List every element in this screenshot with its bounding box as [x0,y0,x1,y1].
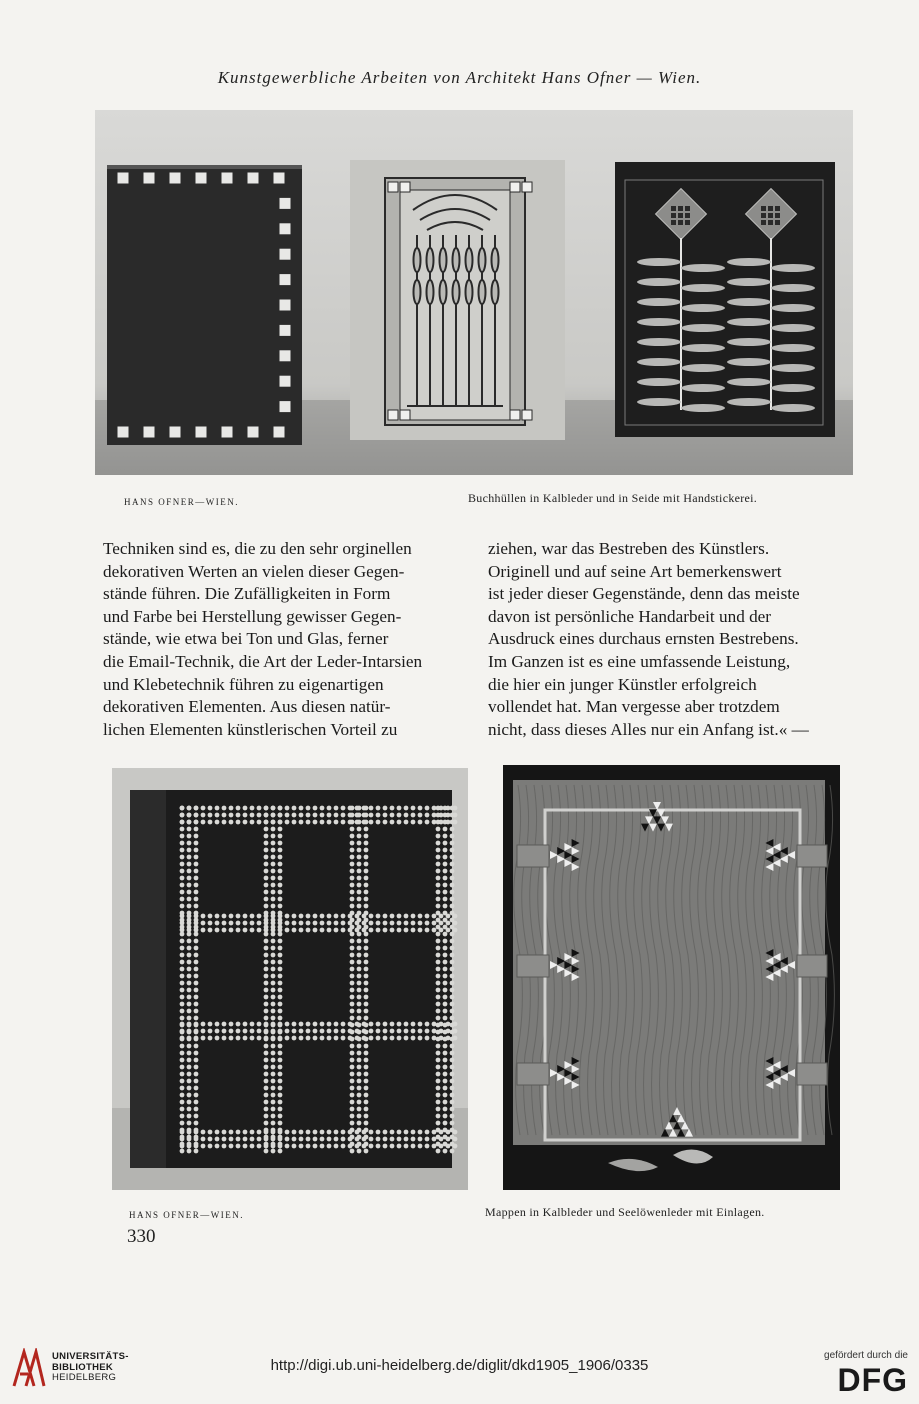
text-line: und Klebetechnik führen zu eigenartigen [103,674,384,694]
book-cover-left [107,165,302,445]
figure-1-photo [95,110,853,475]
text-line: Techniken sind es, die zu den sehr orginellen [103,539,412,558]
book-cover-right [615,162,835,437]
text-line: ist jeder dieser Gegenstände, denn das meiste [488,584,800,604]
figure-1-caption: Buchhüllen in Kalbleder und in Seide mit Handstickerei. [468,491,758,505]
book-cover-middle [350,160,565,440]
text-line: und Farbe bei Herstellung gewisser Gegen- [103,606,402,626]
text-line: Originell und auf seine Art bemerkenswert [488,561,782,581]
text-column-left [103,538,469,741]
figure-1-credit: HANS OFNER—WIEN. [124,497,239,507]
text-line: die Email-Technik, die Art der Leder-Intarsien [103,651,423,671]
text-column-right [488,538,854,741]
page-number: 330 [127,1226,156,1247]
library-line-1: UNIVERSITÄTS- [52,1351,129,1362]
text-line: stände führen. Die Zufälligkeiten in Form [103,584,391,604]
library-line-2: BIBLIOTHEK [52,1361,114,1373]
text-line: Im Ganzen ist es eine umfassende Leistung, [488,651,791,671]
permalink-url[interactable]: http://digi.ub.uni-heidelberg.de/diglit/dkd1905_1906/0335 [270,1357,649,1374]
text-line: nicht, dass dieses Alles nur ein Anfang ist.« — [488,719,809,739]
text-line: stände, wie etwa bei Ton und Glas, ferner [103,629,389,649]
figure-2-photo-left [112,768,468,1190]
text-line: Ausdruck eines durchaus ernsten Bestrebens. [488,629,799,649]
text-line: dekorativen Werten an vielen dieser Gegen- [103,561,405,581]
figure-2-photo-right [503,765,840,1190]
text-line: dekorativen Elementen. Aus diesen natür- [103,697,391,717]
text-line: vollendet hat. Man vergesse aber trotzdem [488,697,780,717]
text-line: ziehen, war das Bestreben des Künstlers. [488,539,770,558]
text-line: davon ist persönliche Handarbeit und der [488,606,772,626]
figure-2-caption: Mappen in Kalbleder und Seelöwenleder mit Einlagen. [485,1205,765,1219]
text-line: lichen Elementen künstlerischen Vorteil zu [103,719,398,739]
text-line: die hier ein junger Künstler erfolgreich [488,674,757,694]
library-line-3: HEIDELBERG [52,1372,117,1383]
dfg-logo: DFG [837,1362,908,1398]
funding-note: gefördert durch die [824,1350,908,1361]
figure-2-credit: HANS OFNER—WIEN. [129,1210,244,1220]
running-header: Kunstgewerbliche Arbeiten von Architekt Hans Ofner — Wien. [217,68,702,87]
